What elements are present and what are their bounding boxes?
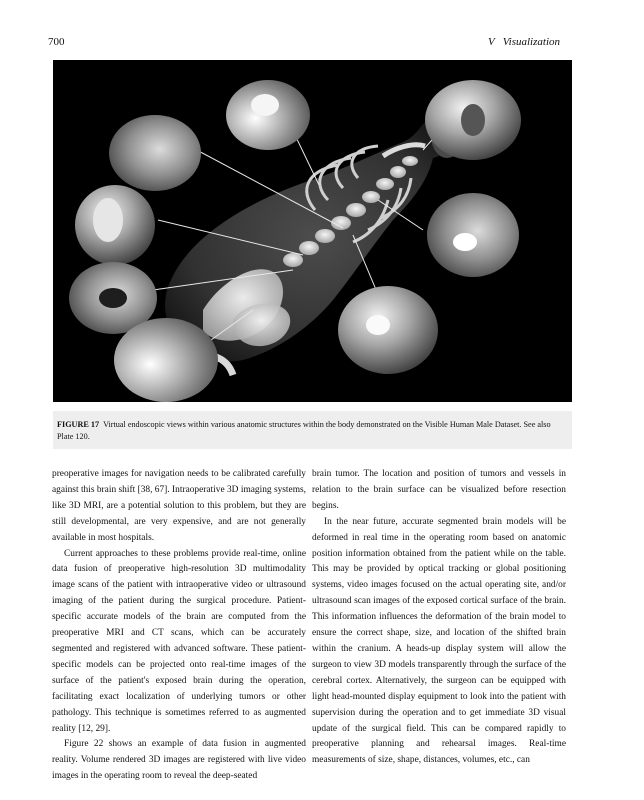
right-column xyxy=(312,467,566,769)
figure-caption xyxy=(53,411,572,449)
left-paragraph-2: Current approaches to these problems provide real-time, online data fusion of preoperative high-resolution 3D multimodality image scans of the patient with intraoperative video or ultrasound imaging of the patient during the surgical procedure. Patient-specific accurate models of the brain are computed from the preoperative MRI and CT scans, which can be accurately segmented and registered with advanced software. These patient-specific models can be projected onto real-time images of the surface of the patient's exposed brain during the operation, facilitating exact localization of underlying tumors or other pathology. This technique is sometimes referred to as augmented reality [12, 29]. xyxy=(52,548,306,734)
figure-label: FIGURE 17 xyxy=(57,420,100,429)
virtual-endoscopy-illustration xyxy=(53,60,572,402)
figure-17-image xyxy=(53,60,572,402)
figure-caption-text: Virtual endoscopic views within various anatomic structures within the body demonstrated on the Visible Human Male Dataset. See also Plate 120. xyxy=(57,420,551,441)
left-column xyxy=(52,467,306,785)
running-head: V Visualization xyxy=(487,36,560,48)
left-paragraph-3: Figure 22 shows an example of data fusion in augmented reality. Volume rendered 3D images are registered with live video images in the operating room to reveal the deep-seated xyxy=(52,739,306,782)
left-paragraph-1: preoperative images for navigation needs to be calibrated carefully against this brain shift [38, 67]. Intraoperative 3D imaging systems, like 3D MRI, are a potential solution to this problem, but they are still developmental, are very expensive, and are not generally available in most hospitals. xyxy=(52,469,306,543)
right-paragraph-2: In the near future, accurate segmented brain models will be deformed in real time in the operating room based on anatomic position information obtained from the patient while on the table. This may be provided by optical tracking or global positioning systems, video images focused on the actual operating site, and/or ultrasound scan images of the exposed cortical surface of the brain. This information influences the deformation of the brain model to ensure the correct shape, size, and location of the shifted brain within the cranium. A heads-up display system will allow the surgeon to view 3D models transparently through the surface of the cerebral cortex. Alternatively, the surgeon can be equipped with light head-mounted display equipment to look into the patient with supervision during the operation and to get immediate 3D visual update of the surgical field. This can be compared rapidly to preoperative planning and rehearsal images. Real-time measurements of size, shape, distances, volumes, etc., can xyxy=(312,516,566,766)
right-paragraph-1: brain tumor. The location and position of tumors and vessels in relation to the brain surface can be visualized before resection begins. xyxy=(312,469,566,511)
page-number: 700 xyxy=(48,36,65,48)
